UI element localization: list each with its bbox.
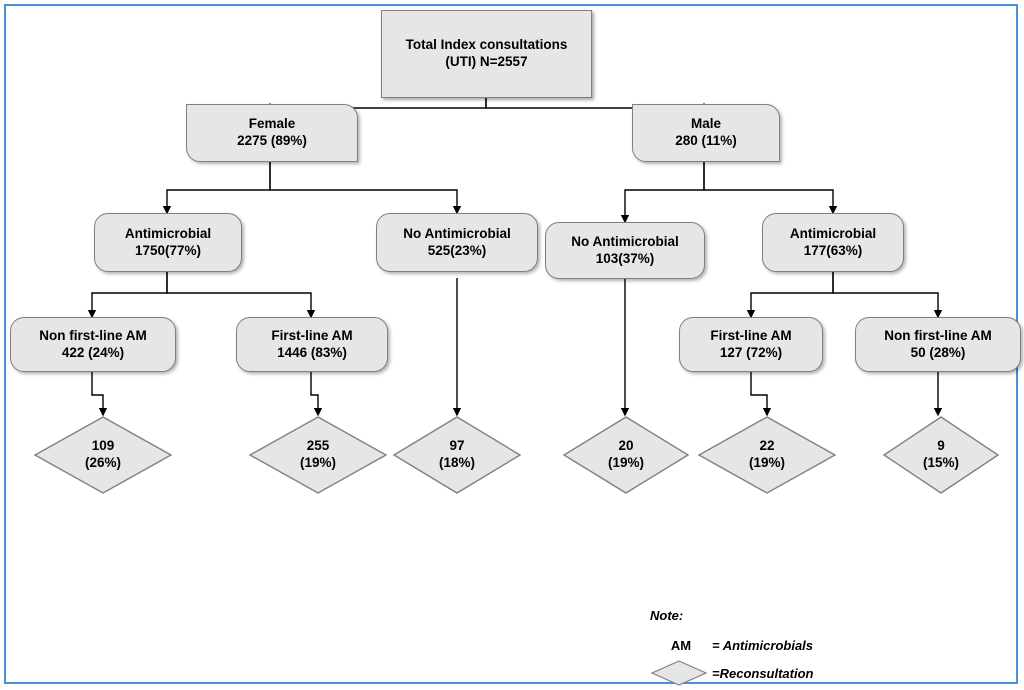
legend-title: Note: bbox=[650, 608, 684, 623]
node-line-1: 20 bbox=[618, 438, 634, 454]
node-female[interactable] bbox=[186, 104, 358, 162]
node-line-2: (19%) bbox=[607, 455, 644, 470]
node-line-2: 280 (11%) bbox=[675, 133, 737, 148]
node-male[interactable] bbox=[632, 104, 780, 162]
node-line-1: Total Index consultations bbox=[405, 37, 568, 53]
reconsultation-female-first-line[interactable] bbox=[248, 415, 388, 495]
node-male-no-antimicrobial[interactable] bbox=[545, 222, 705, 279]
node-line-1: Non first-line AM bbox=[884, 327, 992, 343]
node-line-1: No Antimicrobial bbox=[403, 225, 511, 241]
legend bbox=[650, 608, 910, 687]
node-line-1: Antimicrobial bbox=[789, 225, 877, 241]
node-line-1: 109 bbox=[91, 438, 115, 454]
node-line-1: 22 bbox=[759, 438, 775, 454]
node-female-first-line-am[interactable] bbox=[236, 317, 388, 372]
legend-key-am: AM bbox=[670, 637, 692, 653]
node-male-non-first-line-am[interactable] bbox=[855, 317, 1021, 372]
node-female-non-first-line-am[interactable] bbox=[10, 317, 176, 372]
node-female-antimicrobial[interactable] bbox=[94, 213, 242, 272]
node-line-2: 127 (72%) bbox=[719, 344, 783, 360]
node-line-2: 177(63%) bbox=[803, 242, 863, 258]
node-female-no-antimicrobial[interactable] bbox=[376, 213, 538, 272]
legend-row-am bbox=[650, 631, 910, 659]
node-line-1: 255 bbox=[306, 438, 330, 454]
node-line-2: (18%) bbox=[438, 455, 475, 470]
node-line-2: 103(37%) bbox=[595, 250, 655, 266]
node-line-2: 525(23%) bbox=[427, 242, 487, 258]
node-line-2: (19%) bbox=[299, 455, 336, 470]
reconsultation-female-non-first-line[interactable] bbox=[33, 415, 173, 495]
node-line-1: 9 bbox=[937, 438, 945, 454]
node-line-2: (UTI) N=2557 bbox=[445, 54, 528, 69]
legend-row-reconsultation bbox=[650, 659, 910, 687]
legend-diamond-swatch bbox=[650, 660, 712, 686]
node-male-first-line-am[interactable] bbox=[679, 317, 823, 372]
diamond-icon bbox=[650, 660, 708, 686]
reconsultation-male-no-antimicrobial[interactable] bbox=[562, 415, 690, 495]
node-line-2: (15%) bbox=[922, 455, 959, 470]
node-line-1: Antimicrobial bbox=[124, 225, 212, 241]
node-line-2: (19%) bbox=[748, 455, 785, 470]
node-line-2: 422 (24%) bbox=[61, 344, 125, 360]
node-line-1: First-line AM bbox=[271, 327, 353, 343]
node-line-2: 1750(77%) bbox=[134, 242, 202, 258]
reconsultation-male-first-line[interactable] bbox=[697, 415, 837, 495]
node-line-2: 2275 (89%) bbox=[237, 133, 307, 148]
node-line-2: 1446 (83%) bbox=[277, 344, 347, 360]
node-total-index-consultations[interactable] bbox=[381, 10, 592, 98]
node-line-1: No Antimicrobial bbox=[571, 233, 679, 249]
node-line-1: Female bbox=[248, 116, 296, 132]
legend-value-reconsultation: =Reconsultation bbox=[712, 665, 814, 681]
legend-value-am: = Antimicrobials bbox=[712, 637, 814, 653]
node-male-antimicrobial[interactable] bbox=[762, 213, 904, 272]
node-line-1: 97 bbox=[449, 438, 465, 454]
node-line-1: First-line AM bbox=[710, 327, 792, 343]
node-line-2: 50 (28%) bbox=[910, 344, 966, 360]
node-line-1: Male bbox=[690, 116, 721, 132]
node-line-1: Non first-line AM bbox=[39, 327, 147, 343]
node-line-2: (26%) bbox=[84, 455, 121, 470]
reconsultation-male-non-first-line[interactable] bbox=[882, 415, 1000, 495]
reconsultation-female-no-antimicrobial[interactable] bbox=[392, 415, 522, 495]
